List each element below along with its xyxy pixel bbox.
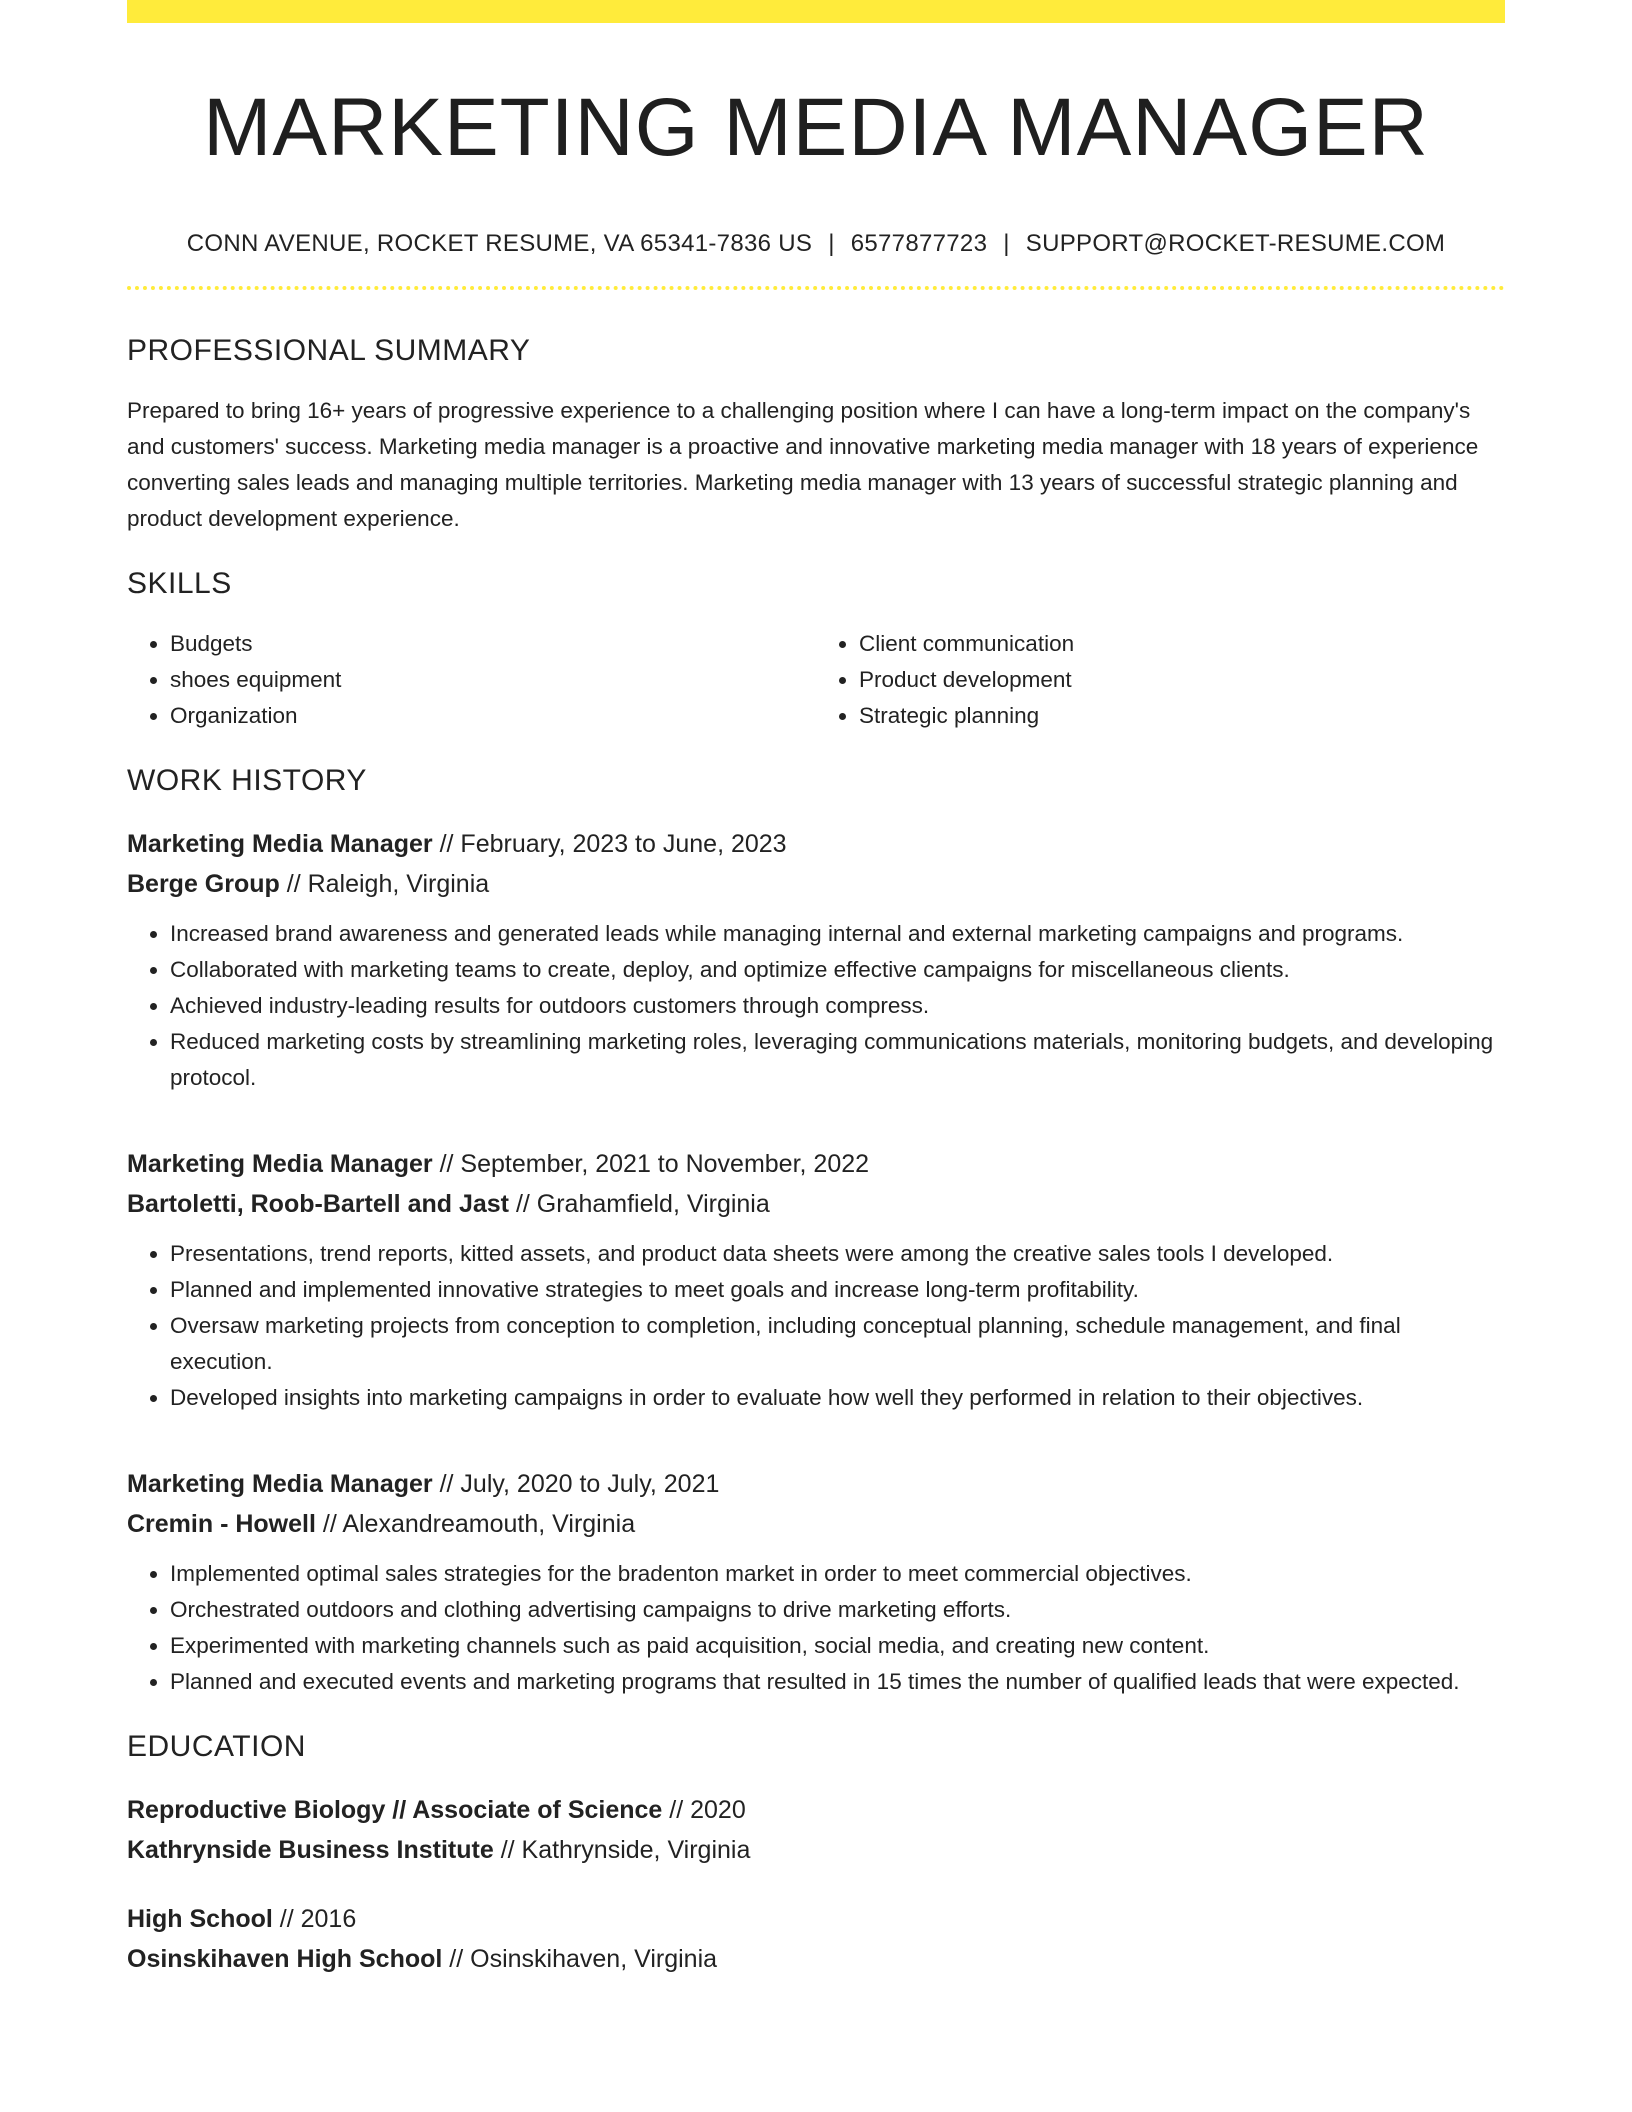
job-bullet: • Developed insights into marketing campaigns in order to evaluate how well they performed in relation to their objectives. <box>170 1380 1505 1416</box>
contact-line <box>127 230 1505 258</box>
job-role: Marketing Media Manager <box>127 830 433 859</box>
skills-list <box>127 626 1505 734</box>
job-bullets <box>127 916 1505 1096</box>
education-degree: Reproductive Biology // Associate of Science <box>127 1796 663 1825</box>
job-entry <box>127 824 1505 1096</box>
job-location: // Grahamfield, Virginia <box>509 1190 770 1219</box>
job-dates: // February, 2023 to June, 2023 <box>432 830 787 859</box>
education-location: // Osinskihaven, Virginia <box>442 1945 718 1974</box>
job-bullet: • Implemented optimal sales strategies for the bradenton market in order to meet commercial objectives. <box>170 1556 1505 1592</box>
job-bullet: • Increased brand awareness and generated leads while managing internal and external marketing campaigns and programs. <box>170 916 1505 952</box>
skill-item: • shoes equipment <box>170 662 816 698</box>
skill-item: • Strategic planning <box>859 698 1505 734</box>
skills-heading: SKILLS <box>127 567 232 601</box>
job-bullet: • Planned and implemented innovative strategies to meet goals and increase long-term profitability. <box>170 1272 1505 1308</box>
job-entry <box>127 1464 1505 1700</box>
job-company-line <box>127 864 1505 904</box>
job-role: Marketing Media Manager <box>127 1150 433 1179</box>
job-company: Cremin - Howell <box>127 1510 316 1539</box>
job-company-line <box>127 1504 1505 1544</box>
job-bullet: • Orchestrated outdoors and clothing advertising campaigns to drive marketing efforts. <box>170 1592 1505 1628</box>
job-company-line <box>127 1184 1505 1224</box>
education-school-line <box>127 1830 1505 1870</box>
education-year: // 2016 <box>272 1905 357 1934</box>
resume-title: MARKETING MEDIA MANAGER <box>203 82 1429 173</box>
skills-column-right <box>816 626 1505 734</box>
skills-column-left <box>127 626 816 734</box>
job-bullet: • Oversaw marketing projects from conception to completion, including conceptual planning, schedule management, and final execution. <box>170 1308 1505 1380</box>
job-company: Bartoletti, Roob-Bartell and Jast <box>127 1190 509 1219</box>
skill-item: • Budgets <box>170 626 816 662</box>
job-company: Berge Group <box>127 870 280 899</box>
skill-item: • Product development <box>859 662 1505 698</box>
contact-phone: 6577877723 <box>850 230 988 258</box>
job-bullets <box>127 1556 1505 1700</box>
job-title-line <box>127 1464 1505 1504</box>
education-degree-line <box>127 1790 1505 1830</box>
job-bullets <box>127 1236 1505 1416</box>
education-degree-line <box>127 1899 1505 1939</box>
education-school: Osinskihaven High School <box>127 1945 443 1974</box>
education-entry <box>127 1899 1505 1979</box>
work-history-heading: WORK HISTORY <box>127 764 367 798</box>
summary-text: Prepared to bring 16+ years of progressive experience to a challenging position where I can have a long-term impact on the company's and customers' success. Marketing media manager is a proactive and innovative marketing media manager with 18 years of experience converting sales leads and managing multiple territories. Marketing media manager with 13 years of successful strategic planning and product development experience. <box>127 398 1479 532</box>
job-bullet: • Reduced marketing costs by streamlining marketing roles, leveraging communications materials, monitoring budgets, and developing protocol. <box>170 1024 1505 1096</box>
job-location: // Alexandreamouth, Virginia <box>315 1510 636 1539</box>
education-year: // 2020 <box>662 1796 746 1825</box>
job-entry <box>127 1144 1505 1416</box>
job-bullet: • Planned and executed events and marketing programs that resulted in 15 times the number of qualified leads that were expected. <box>170 1664 1505 1700</box>
job-bullet: • Presentations, trend reports, kitted assets, and product data sheets were among the creative sales tools I developed. <box>170 1236 1505 1272</box>
education-school-line <box>127 1939 1505 1979</box>
education-entry <box>127 1790 1505 1870</box>
job-dates: // July, 2020 to July, 2021 <box>432 1470 720 1499</box>
top-accent-bar <box>127 0 1505 23</box>
summary-heading: PROFESSIONAL SUMMARY <box>127 334 531 368</box>
job-title-line <box>127 824 1505 864</box>
job-bullet: • Collaborated with marketing teams to create, deploy, and optimize effective campaigns for miscellaneous clients. <box>170 952 1505 988</box>
job-location: // Raleigh, Virginia <box>279 870 490 899</box>
contact-email: SUPPORT@ROCKET-RESUME.COM <box>1025 230 1446 258</box>
job-role: Marketing Media Manager <box>127 1470 433 1499</box>
contact-separator: | <box>828 230 835 258</box>
education-school: Kathrynside Business Institute <box>127 1836 494 1865</box>
job-title-line <box>127 1144 1505 1184</box>
job-dates: // September, 2021 to November, 2022 <box>432 1150 870 1179</box>
dotted-divider <box>127 286 1505 290</box>
education-degree: High School <box>127 1905 273 1934</box>
contact-separator: | <box>1003 230 1010 258</box>
job-bullet: • Achieved industry-leading results for outdoors customers through compress. <box>170 988 1505 1024</box>
contact-address: CONN AVENUE, ROCKET RESUME, VA 65341-7836 US <box>186 230 813 258</box>
skill-item: • Client communication <box>859 626 1505 662</box>
skill-item: • Organization <box>170 698 816 734</box>
education-location: // Kathrynside, Virginia <box>493 1836 751 1865</box>
job-bullet: • Experimented with marketing channels such as paid acquisition, social media, and creating new content. <box>170 1628 1505 1664</box>
education-heading: EDUCATION <box>127 1730 306 1764</box>
